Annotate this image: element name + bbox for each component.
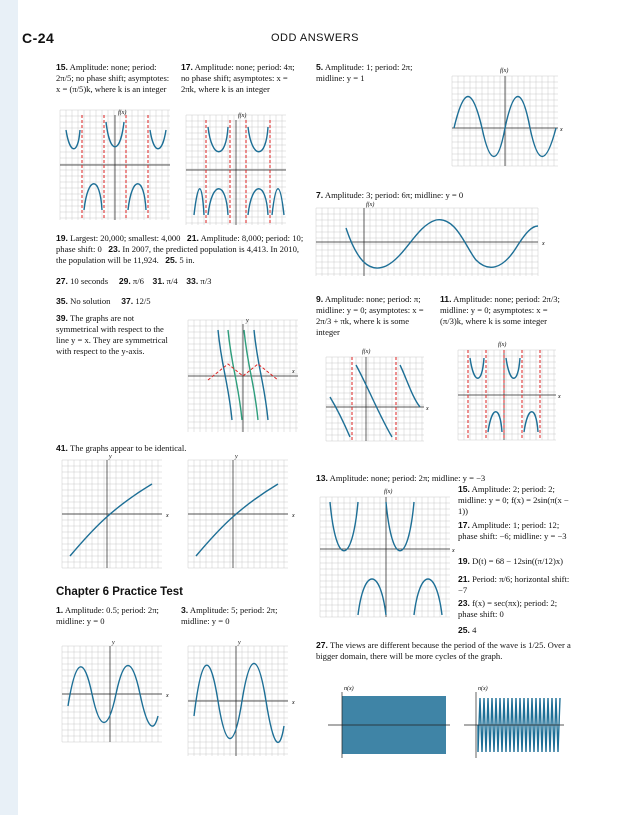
graph-41b <box>188 454 295 568</box>
svg-text:y: y <box>109 454 112 460</box>
answer-17-right: 17. Amplitude: 1; period: 12; phase shift: −6; midline: y = −3 <box>458 520 567 541</box>
svg-text:n(x): n(x) <box>478 686 488 692</box>
graph-27a <box>328 686 450 758</box>
svg-text:f(x): f(x) <box>500 68 509 74</box>
svg-text:y: y <box>238 640 241 646</box>
answer-41: 41. The graphs appear to be identical. <box>56 443 187 453</box>
answer-19-23-25: 19. Largest: 20,000; smallest: 4,000 21. Amplitude: 8,000; period: 10; phase shift: 0 23. In 2007, the predicted population is 4,413. In 2010, the population will be 11,924. 25. 5 in. <box>56 233 304 265</box>
svg-text:f(x): f(x) <box>366 202 375 208</box>
answer-13: 13. Amplitude: none; period: 2π; midline: y = −3 <box>316 473 486 483</box>
svg-text:x: x <box>292 700 295 706</box>
answer-15: 15. Amplitude: none; period: 2π/5; no phase shift; asymptotes: x = (π/5)k, where k is an integer <box>56 62 170 94</box>
svg-text:x: x <box>426 406 429 412</box>
svg-text:f(x): f(x) <box>362 349 371 355</box>
svg-text:f(x): f(x) <box>498 342 507 348</box>
svg-text:y: y <box>246 318 249 324</box>
svg-text:f(x): f(x) <box>238 113 247 119</box>
answer-19-right: 19. D(t) = 68 − 12sin((π/12)x) <box>458 556 563 566</box>
page-number: C-24 <box>22 30 55 46</box>
graph-39 <box>188 320 298 432</box>
answer-7: 7. Amplitude: 3; period: 6π; midline: y = 0 <box>316 190 464 200</box>
svg-text:y: y <box>235 454 238 460</box>
practice-answer-1: 1. Amplitude: 0.5; period: 2π; midline: y = 0 <box>56 605 159 626</box>
fx-label: f(x) <box>118 110 127 116</box>
svg-text:x: x <box>558 394 561 400</box>
graph-13 <box>320 489 455 617</box>
svg-text:x: x <box>452 548 455 554</box>
page-header-title: ODD ANSWERS <box>270 32 359 44</box>
graph-practice-1 <box>62 640 169 742</box>
answer-27-right: 27. The views are different because the period of the wave is 1/25. Over a bigger domain, there will be more cycles of the graph. <box>316 640 571 661</box>
graph-practice-3 <box>188 640 295 756</box>
answer-39: 39. The graphs are not symmetrical with respect to the line y = x. They are symmetrical with respect to the y-axis. <box>56 313 168 356</box>
graph-27b <box>464 686 564 758</box>
graph-17 <box>186 115 286 225</box>
graph-11 <box>458 342 561 440</box>
svg-text:y: y <box>112 640 115 646</box>
answer-17: 17. Amplitude: none; period: 4π; no phase shift; asymptotes: x = 2πk, where k is an integer <box>181 62 295 94</box>
answer-21-right: 21. Period: π/6; horizontal shift: −7 <box>458 574 570 595</box>
svg-text:x: x <box>166 513 169 519</box>
svg-text:f(x): f(x) <box>384 489 393 495</box>
section-heading: Chapter 6 Practice Test <box>56 586 183 598</box>
answer-23-right: 23. f(x) = sec(πx); period: 2; phase shift: 0 <box>458 598 558 619</box>
practice-answer-3: 3. Amplitude: 5; period: 2π; midline: y = 0 <box>181 605 278 626</box>
graph-15 <box>60 110 170 220</box>
svg-text:x: x <box>542 241 545 247</box>
page-margin-strip <box>0 0 18 815</box>
answer-25-right: 25. 4 <box>458 625 477 635</box>
answer-row-27-33: 27. 10 seconds 29. π/6 31. π/4 33. π/3 <box>56 276 212 286</box>
svg-text:x: x <box>292 513 295 519</box>
svg-text:x: x <box>292 369 295 375</box>
graph-9 <box>326 349 429 441</box>
svg-text:n(x): n(x) <box>344 686 354 692</box>
answer-11: 11. Amplitude: none; period: 2π/3; midline: y = 0; asymptotes: x = (π/3)k, where k is some integer <box>440 294 560 326</box>
graph-5 <box>452 68 563 166</box>
answer-row-35-37: 35. No solution 37. 12/5 <box>56 296 151 306</box>
answer-15-right: 15. Amplitude: 2; period: 2; midline: y = 0; f(x) = 2sin(π(x − 1)) <box>458 484 569 516</box>
answer-5: 5. Amplitude: 1; period: 2π; midline: y = 1 <box>316 62 413 83</box>
graph-7 <box>316 202 545 276</box>
answer-9: 9. Amplitude: none; period: π; midline: y = 0; asymptotes: x = 2π/3 + πk, where k is some integer <box>316 294 424 337</box>
svg-text:x: x <box>166 693 169 699</box>
graph-41a <box>62 454 169 568</box>
svg-text:x: x <box>560 127 563 133</box>
